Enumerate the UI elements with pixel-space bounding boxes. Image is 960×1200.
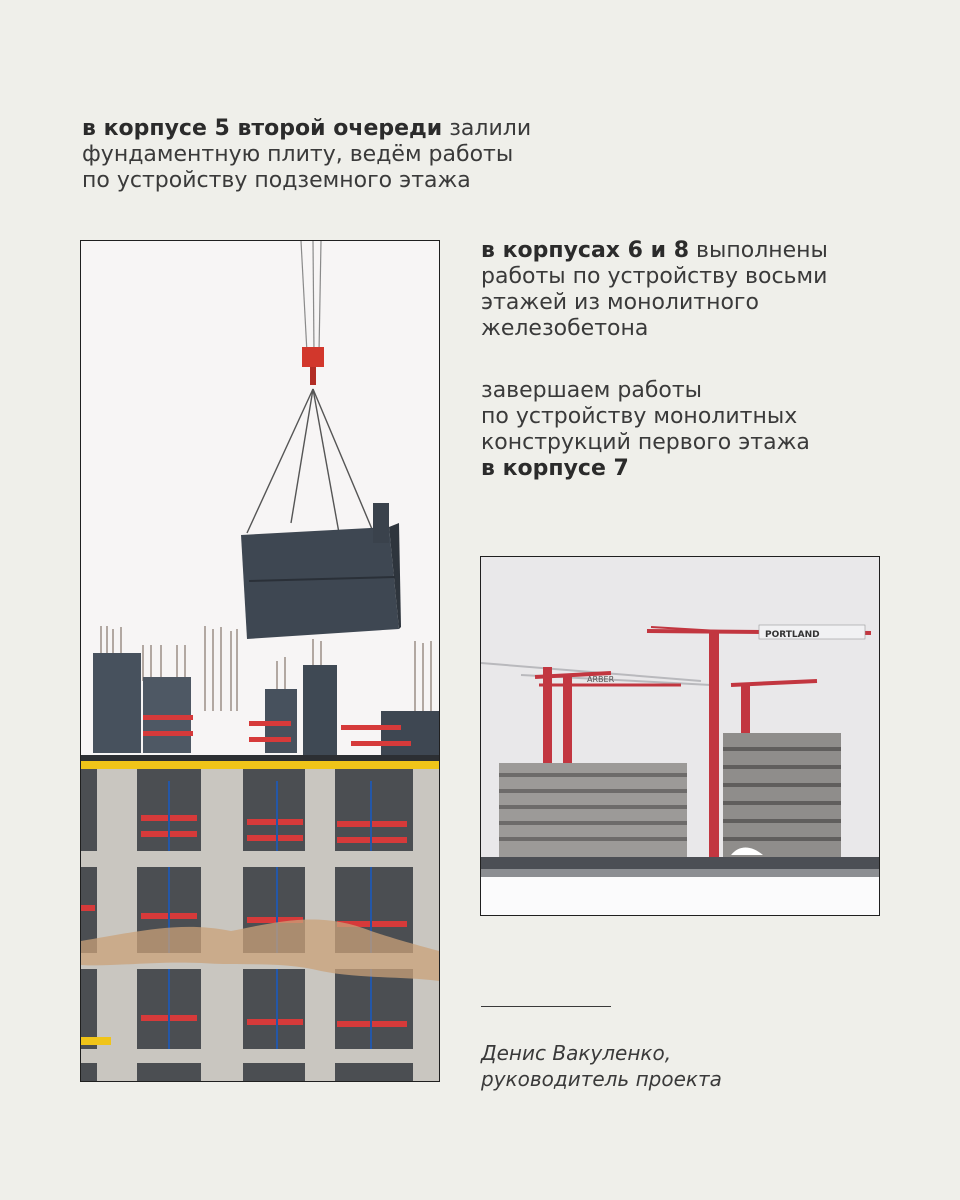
crane-label-portland: PORTLAND	[765, 630, 820, 640]
crane-label-arber: ARBER	[587, 675, 615, 684]
construction-photo-formwork	[80, 240, 440, 1082]
signature	[481, 1040, 722, 1092]
block3-bold: в корпусе 7	[481, 456, 629, 481]
block2-line-2: работы по устройству восьми	[481, 264, 828, 289]
block2-rest: выполнены	[689, 238, 828, 263]
building-7-text	[481, 378, 911, 482]
signature-role: руководитель проекта	[481, 1067, 722, 1091]
intro-rest: залили	[442, 116, 532, 141]
block2-bold: в корпусах 6 и 8	[481, 238, 690, 263]
block2-line-4: железобетона	[481, 316, 649, 341]
intro-line-2: фундаментную плиту, ведём работы	[82, 142, 514, 167]
signature-name: Денис Вакуленко,	[481, 1041, 672, 1065]
intro-text	[82, 116, 602, 194]
block2-line-3: этажей из монолитного	[481, 290, 759, 315]
cranes-image	[481, 557, 879, 915]
block3-line-2: по устройству монолитных	[481, 404, 798, 429]
intro-bold: в корпусе 5 второй очереди	[82, 116, 443, 141]
construction-photo-cranes	[480, 556, 880, 916]
signature-divider	[481, 1006, 611, 1007]
formwork-image	[81, 241, 439, 1081]
buildings-6-8-text	[481, 238, 911, 342]
block3-line-1: завершаем работы	[481, 378, 703, 403]
block3-line-3: конструкций первого этажа	[481, 430, 810, 455]
intro-line-3: по устройству подземного этажа	[82, 168, 471, 193]
